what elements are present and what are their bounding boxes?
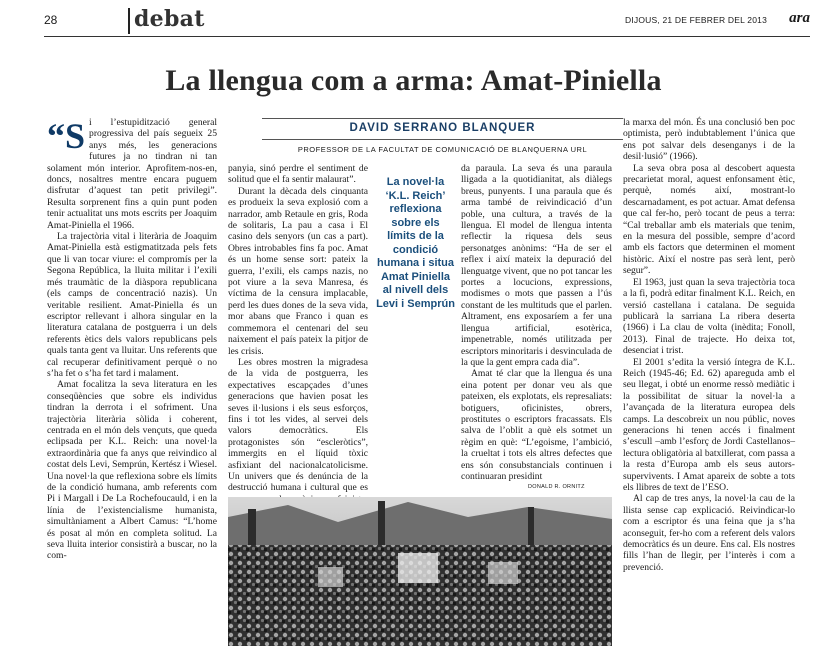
section-title: debat [134,6,205,32]
paragraph: i l’estupidització general progressiva del país segueix 25 anys més, les generacions futures ja no tindran ni tan solament món interior. Aprofitem-nos-en, doncs, nosaltres mentre encara puguem disfrutar d’aquest tan petit privilegi”. Resulta sorprenent fins a quin punt poden tenir actualitat uns mots escrits per Joaquim Amat-Piniella el 1966. [47,117,217,231]
paragraph: La seva obra posa al descobert aquesta precarietat moral, aquest enfonsament ètic, perquè, només així, mostrant-lo descarnadament, es pot actuar. Amat defensa que cal fer-ho, però tocant de peus a terra: “Cal treballar amb els materials que tenim, en la mesura del possible, sempre d’acord amb els factors que determinen el moment històric. Així el nostre pas serà lent, però segur”. [623,162,795,277]
pull-quote: La novel·la ‘K.L. Reich’ reflexiona sobre els límits de la condició humana i situa Amat Piniella al nivell dels Levi i Semprún [376,176,455,310]
newspaper-logo: ara [789,10,810,26]
paragraph: Durant la dècada dels cinquanta es produeix la seva explosió com a narrador, amb Retaule en gris, Roda de solitaris, La pau a casa i El casino dels senyors (un cas a part). Obres introbables fins fa poc. Amat és un home sense sort: pateix la guerra, l’exili, els camps nazis, no pot viure a la seva Manresa, és víctima de la censura implacable, perd les dues dones de la seva vida, mor abans que Franco i quan es commemora el centenari del seu naixement el país pateix la pitjor de les crisis. [228,185,368,357]
issue-date: DIJOUS, 21 DE FEBRER DEL 2013 [624,15,767,25]
paragraph: La trajectòria vital i literària de Joaquim Amat-Piniella està estigmatitzada pels fets que li van tocar viure: el compromís per la Segona República, la lluita militar i l’exili més traumàtic de la diàspora republicana (els camps de concentració nazis). Un veritable resilient. Amat-Piniella és un escriptor rellevant i alhora singular en la literatura catalana de postguerra i un dels referents ètics dels valors republicans pels quals tanta gent va lluitar. Uns referents que cal recuperar definitivament perquè o no s’ha fet o s’ha fet tard i malament. [47,231,217,379]
paragraph: la marxa del món. És una conclusió ben poc optimista, però indubtablement l’única que ens pot salvar dels desenganys i de la desil·lusió” (1966). [623,117,795,163]
paragraph: Al cap de tres anys, la novel·la cau de la llista sense cap explicació. Reivindicar-lo com a escriptor és una feina que ja s’ha aconseguit, fer-ho com a referent dels valors democràtics és un deure. Ens cal. Els nostres fills l’han de llegir, per l’interès i com a prevenció. [623,493,795,573]
paragraph: da paraula. La seva és una paraula lligada a la quotidianitat, als diàlegs breus, punyents. I una paraula que és arma també de reivindicació d’un poble, una cultura, a través de la llengua. El model de llengua intenta reflectir la riquesa dels seus personatges anònims: “Ha de ser el reflex i així mateix la depuració del llenguatge vivent, que no pot tancar les portes a locucions, expressions, modismes o mots que passen a l’ús constant de les multituds que el parlen. Altrament, ens exposaríem a fer una llengua artificial, esotèrica, impenetrable, només utilitzada per escriptors minoritaris i desvinculada de la que la gent empra cada dia”. [461,163,612,368]
byline-rule-bottom [262,139,623,140]
header-rule [128,8,130,34]
byline-role: PROFESSOR DE LA FACULTAT DE COMUNICACIÓ DE BLANQUERNA URL [297,145,588,154]
page-number: 28 [44,13,58,27]
camp-liberation-photo [228,497,612,646]
article-column-2 [228,163,368,528]
byline-rule-top [262,118,623,119]
photo-credit: DONALD R. ORNITZ [528,484,585,490]
paragraph: Les obres mostren la migradesa de la vida de postguerra, les expectatives escapçades d’unes generacions que havien posat les seves il·lusions i els seus esforços, fins i tot les vides, al servei dels valors democràtics. Els protagonistes són “escleròtics”, immergits en el líquid tòxic asfixiant del nacionalcatolicisme. Un univers que és denúncia de la destrucció humana i cultural que es [228,356,368,494]
article-column-3 [461,163,612,482]
article-column-4 [623,117,795,573]
header-divider [44,36,810,37]
paragraph: Amat focalitza la seva literatura en les conseqüències que sobre els individus tindran la derrota i el sofriment. Una trajectòria literària sòlida i coherent, centrada en el món dels vençuts, que queda eclipsada per K.L. Reich: una novel·la extraordinària que fa anys que reivindico al costat dels Levi, Semprún, Kertész i Wiesel. Una novel·la que reflexiona sobre els límits de la condició humana, amb referents com Pi i Margall i De La Rochefoucauld, i en la línia de l’existencialisme humanista, simultàniament a Albert Camus: “L’home és posat al món en completa solitud. La seva lluita interior consistirà a buscar, no la com- [47,379,217,562]
paragraph: El 1963, just quan la seva trajectòria toca a la fi, podrà editar finalment K.L. Reich, en versió castellana i catalana. De seguida publicarà la sarriana La ribera deserta (1966) i La clau de volta (inèdita; Fonoll, 2013). Final de trajecte. Ho deixa tot, desenciat i trist. [623,276,795,357]
article-column-1 [47,117,217,562]
headline: La llengua com a arma: Amat-Piniella [165,64,662,97]
paragraph: Amat té clar que la llengua és una eina potent per donar veu als que pateixen, els explotats, els represaliats: botiguers, oficinistes, obrers, prostitutes o escriptors fracassats. Els salva de l’oblit a què els sotmet un règim en què: “L’egoisme, l’ambició, la crueltat i tots els altres defectes que ens són consubstancials continuen i continuaran presidint [461,368,612,482]
paragraph: El 2001 s’edita la versió íntegra de K.L. Reich (1945-46; Ed. 62) apareguda amb el seu llegat, i obté un enorme ressò mediàtic i la possibilitat de situar la novel·la a l’avançada de la literatura europea dels camps. La descobreix un nou públic, noves generacions hi tenen accés i finalment s’escull –amb l’esforç de Jordi Castellanos– lectura obligatòria al batxillerat, com passa a la resta d’Europa amb els seus autors-supervivents. I Amat apareix de sobte a tots els llibres de text de l’ESO. [623,356,795,493]
byline-author: DAVID SERRANO BLANQUER [349,122,536,134]
paragraph: panyia, sinó perdre el sentiment de solitud que el fa sentir malaurat”. [228,163,368,186]
drop-cap: “S [47,116,86,156]
